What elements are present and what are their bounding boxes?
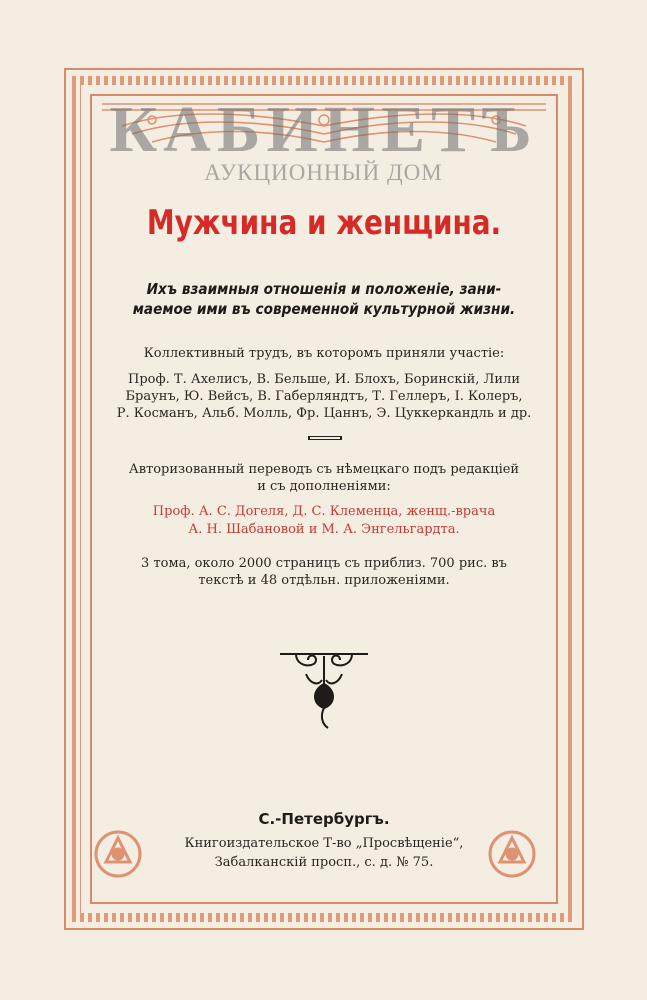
book-title: Мужчина и женщина. <box>146 203 502 243</box>
publisher-emblem-left-icon <box>92 828 144 880</box>
editors-line-1: Проф. А. С. Догеля, Д. С. Клеменца, женщ.-врача <box>152 504 496 519</box>
publisher-emblem-right-icon <box>486 828 538 880</box>
subtitle-line-1: Ихъ взаимныя отношенія и положеніе, зани- <box>146 280 502 298</box>
translation-line-2: и съ дополненіями: <box>257 479 391 494</box>
imprint-publisher: Книгоиздательское Т-во „Просвѣщеніе“, <box>184 836 464 851</box>
imprint-city: С.-Петербургъ. <box>258 810 390 828</box>
subtitle-line-2: маемое ими въ современной культурной жизни. <box>132 300 516 318</box>
contributors-line-3: Р. Косманъ, Альб. Молль, Фр. Цаннъ, Э. Цуккеркандль и др. <box>116 406 532 421</box>
contributors-intro: Коллективный трудъ, въ которомъ приняли участіе: <box>143 346 505 361</box>
imprint-address: Забалканскій просп., с. д. № 75. <box>214 855 434 870</box>
volumes-line-1: 3 тома, около 2000 страницъ съ приблиз. 700 рис. въ <box>141 556 507 571</box>
divider-rule-gap <box>310 437 340 439</box>
editors-line-2: А. Н. Шабановой и М. А. Энгельгардта. <box>188 522 460 537</box>
fleuron-ornament-icon <box>276 644 372 734</box>
translation-line-1: Авторизованный переводъ съ нѣмецкаго подъ редакціей <box>128 462 520 477</box>
contributors-line-1: Проф. Т. Ахелисъ, В. Бельше, И. Блохъ, Боринскій, Лили <box>128 372 520 387</box>
volumes-line-2: текстѣ и 48 отдѣльн. приложеніями. <box>198 573 450 588</box>
watermark-subtitle: АУКЦИОННЫЙ ДОМ <box>204 160 443 185</box>
watermark-title: КАБИНЕТЪ <box>109 93 538 166</box>
contributors-line-2: Браунъ, Ю. Вейсъ, В. Габерляндтъ, Т. Геллеръ, І. Колеръ, <box>125 389 523 404</box>
